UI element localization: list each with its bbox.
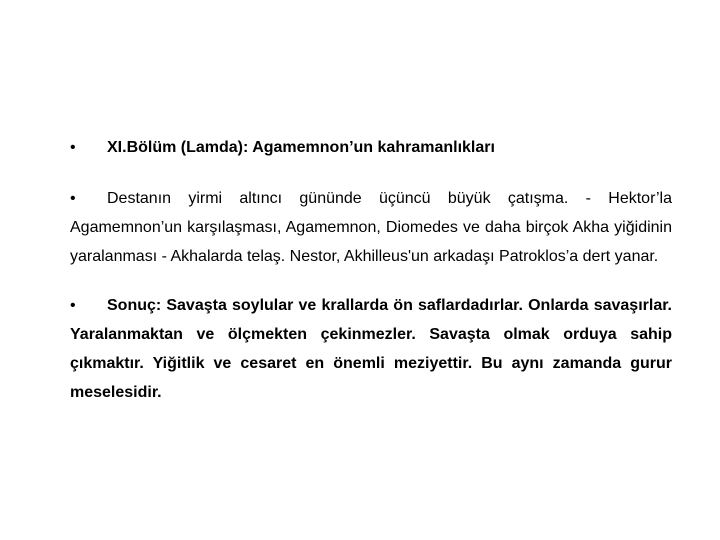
bullet-marker: • xyxy=(70,190,76,207)
bullet-item-1 xyxy=(70,133,672,162)
slide-content xyxy=(70,133,672,407)
bullet-item-1-text: XI.Bölüm (Lamda): Agamemnon’un kahramanlıkları xyxy=(107,139,495,156)
bullet-item-2 xyxy=(70,184,672,271)
spacer xyxy=(70,271,672,291)
bullet-marker: • xyxy=(70,297,76,314)
bullet-item-3-text: Sonuç: Savaşta soylular ve krallarda ön saflardadırlar. Onlarda savaşırlar. Yaralanmaktan ve ölçmekten çekinmezler. Savaşta olmak orduya sahip çıkmaktır. Yiğitlik ve cesaret en önemli meziyettir. Bu aynı zamanda gurur meselesidir. xyxy=(70,297,672,401)
bullet-item-2-text: Destanın yirmi altıncı gününde üçüncü büyük çatışma. - Hektor’la Agamemnon’un karşılaşması, Agamemnon, Diomedes ve daha birçok Akha yiğidinin yaralanması - Akhalarda telaş. Nestor, Akhilleus'un arkadaşı Patroklos’a dert yanar. xyxy=(70,190,672,265)
bullet-marker: • xyxy=(70,139,76,156)
bullet-item-3 xyxy=(70,291,672,407)
spacer xyxy=(70,162,672,184)
